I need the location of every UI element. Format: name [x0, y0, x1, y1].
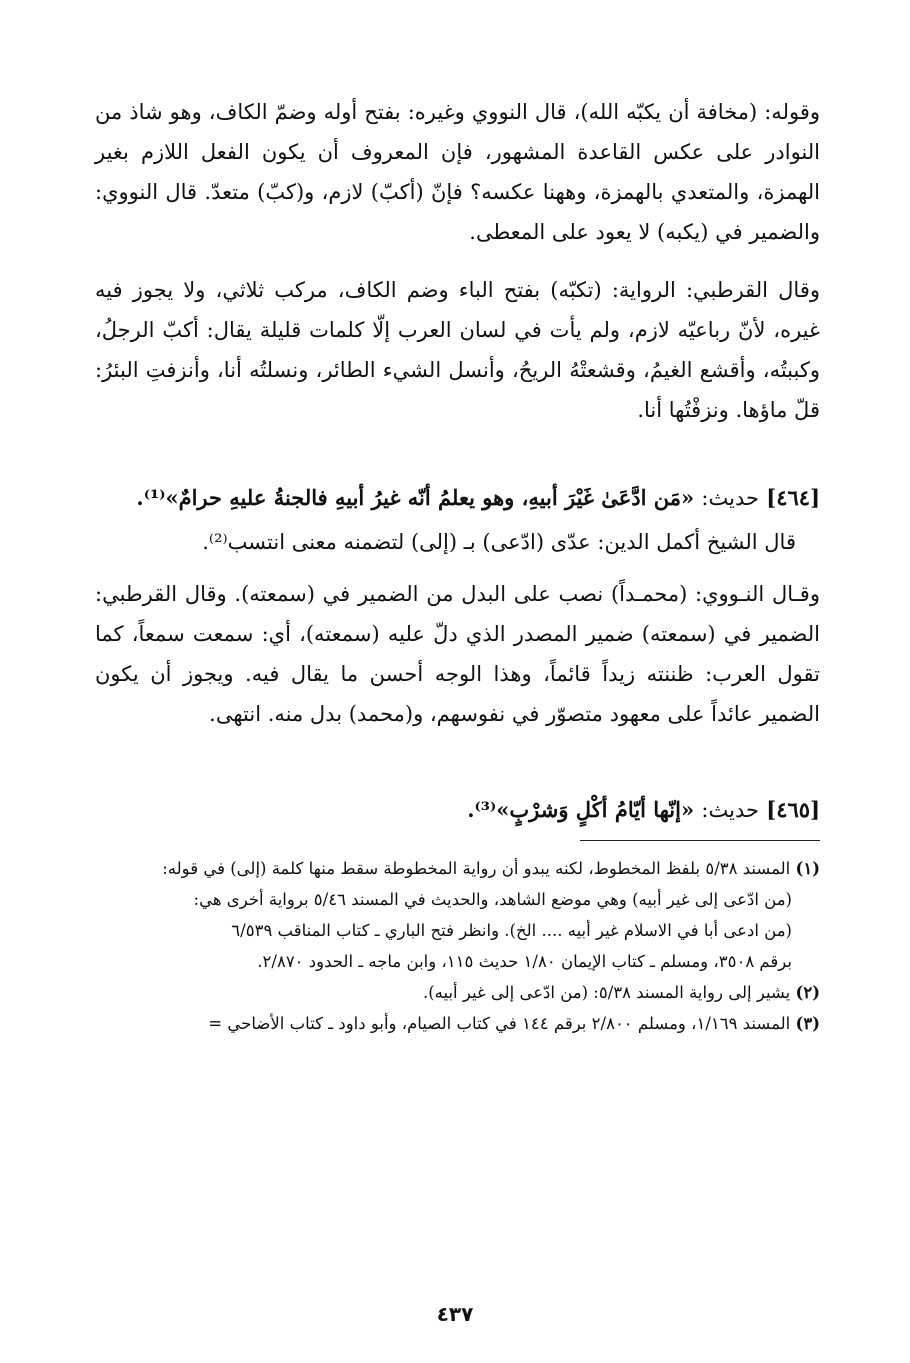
- footnote-3-text: المسند ١/١٦٩، ومسلم ٢/٨٠٠ برقم ١٤٤ في كتاب الصيام، وأبو داود ـ كتاب الأضاحي: [227, 1014, 791, 1033]
- hadith-465-heading: [95, 790, 820, 830]
- footnote-2-marker: (٢): [795, 983, 820, 1002]
- hadith-464-text: «مَن ادَّعَىٰ غَيْرَ أبيهِ، وهو يعلمُ أنّه غيرُ أبيهِ فالجنةُ عليهِ حرامٌ»⁽¹⁾.: [136, 485, 695, 510]
- footnote-1-line-2: (من ادّعى إلى غير أبيه) وهي موضع الشاهد، والحديث في المسند ٥/٤٦ برواية أخرى هي:: [193, 890, 792, 909]
- footnote-1-line-1: المسند ٥/٣٨ بلفظ المخطوط، لكنه يبدو أن رواية المخطوطة سقط منها كلمة (إلى) في قوله:: [162, 859, 791, 878]
- page-body: [95, 92, 820, 1039]
- footnote-3-marker: (٣): [795, 1014, 820, 1033]
- footnote-1-line-3: (من ادعى أبا في الاسلام غير أبيه .... الخ). وانظر فتح الباري ـ كتاب المناقب ٦/٥٣٩: [231, 921, 792, 940]
- footnote-1: [95, 853, 820, 884]
- footnote-1-marker: (١): [795, 859, 820, 878]
- hadith-465-text: «إنّها أيّامُ أكْلٍ وَشرْبٍ»⁽³⁾.: [467, 797, 695, 822]
- paragraph-nawawi-qurtubi-commentary: وقـال النـووي: (محمـداً) نصب على البدل من الضمير في (سمعته). وقال القرطبي: الضمير في (سمعته) ضمير المصدر الذي دلّ عليه (سمعته)، أي: سمعت سمعاً، كما تقول العرب: ظننته زيداً قائماً، وهذا الوجه أحسن ما يقال فيه. ويجوز أن يكون الضمير عائداً على معهود متصوّر في نفوسهم، و(محمد) بدل منه. انتهى.: [95, 582, 820, 726]
- footnote-3: [95, 1008, 820, 1039]
- hadith-464-heading: [95, 478, 820, 518]
- footnote-divider: [580, 840, 820, 841]
- hadith-464-label: حديث:: [701, 486, 759, 510]
- footnote-3-continuation: =: [208, 1014, 223, 1033]
- hadith-465-label: حديث:: [701, 798, 759, 822]
- footnote-1-line-4: برقم ٣٥٠٨، ومسلم ـ كتاب الإيمان ١/٨٠ حديث ١١٥، وابن ماجه ـ الحدود ٢/٨٧٠.: [257, 952, 792, 971]
- footnote-2-text: يشير إلى رواية المسند ٥/٣٨: (من ادّعى إلى غير أبيه).: [422, 983, 791, 1002]
- paragraph-akmal-commentary: قال الشيخ أكمل الدين: عدّى (ادّعى) بـ (إلى) لتضمنه معنى انتسب⁽²⁾.: [202, 530, 796, 554]
- page-number: ٤٣٧: [436, 1302, 474, 1326]
- hadith-464-number: [٤٦٤]: [766, 485, 820, 510]
- hadith-465-number: [٤٦٥]: [766, 797, 820, 822]
- footnote-2: [95, 977, 820, 1008]
- paragraph-qurtubi-commentary: وقال القرطبي: الرواية: (تكبّه) بفتح الباء وضم الكاف، مركب ثلاثي، ولا يجوز فيه غيره، لأنّ رباعيّه لازم، ولم يأت في لسان العرب إلّا كلمات قليلة يقال: أكبّ الرجلُ، وكببتُه، وأقشع الغيمُ، وقشعتْهُ الريحُ، وأنسل الشيء الطائر، ونسلتُه أنا، وأنزفتِ البئرُ: قلّ ماؤها. ونزفْتُها أنا.: [95, 278, 820, 422]
- paragraph-nawawi-commentary: وقوله: (مخافة أن يكبّه الله)، قال النووي وغيره: بفتح أوله وضمّ الكاف، وهو شاذ من النوادر على عكس القاعدة المشهور، فإن المعروف أن يكون الفعل اللازم بغير الهمزة، والمتعدي بالهمزة، وههنا عكسه؟ فإنّ (أكبّ) لازم، و(كبّ) متعدّ. قال النووي: والضمير في (يكبه) لا يعود على المعطى.: [95, 100, 820, 244]
